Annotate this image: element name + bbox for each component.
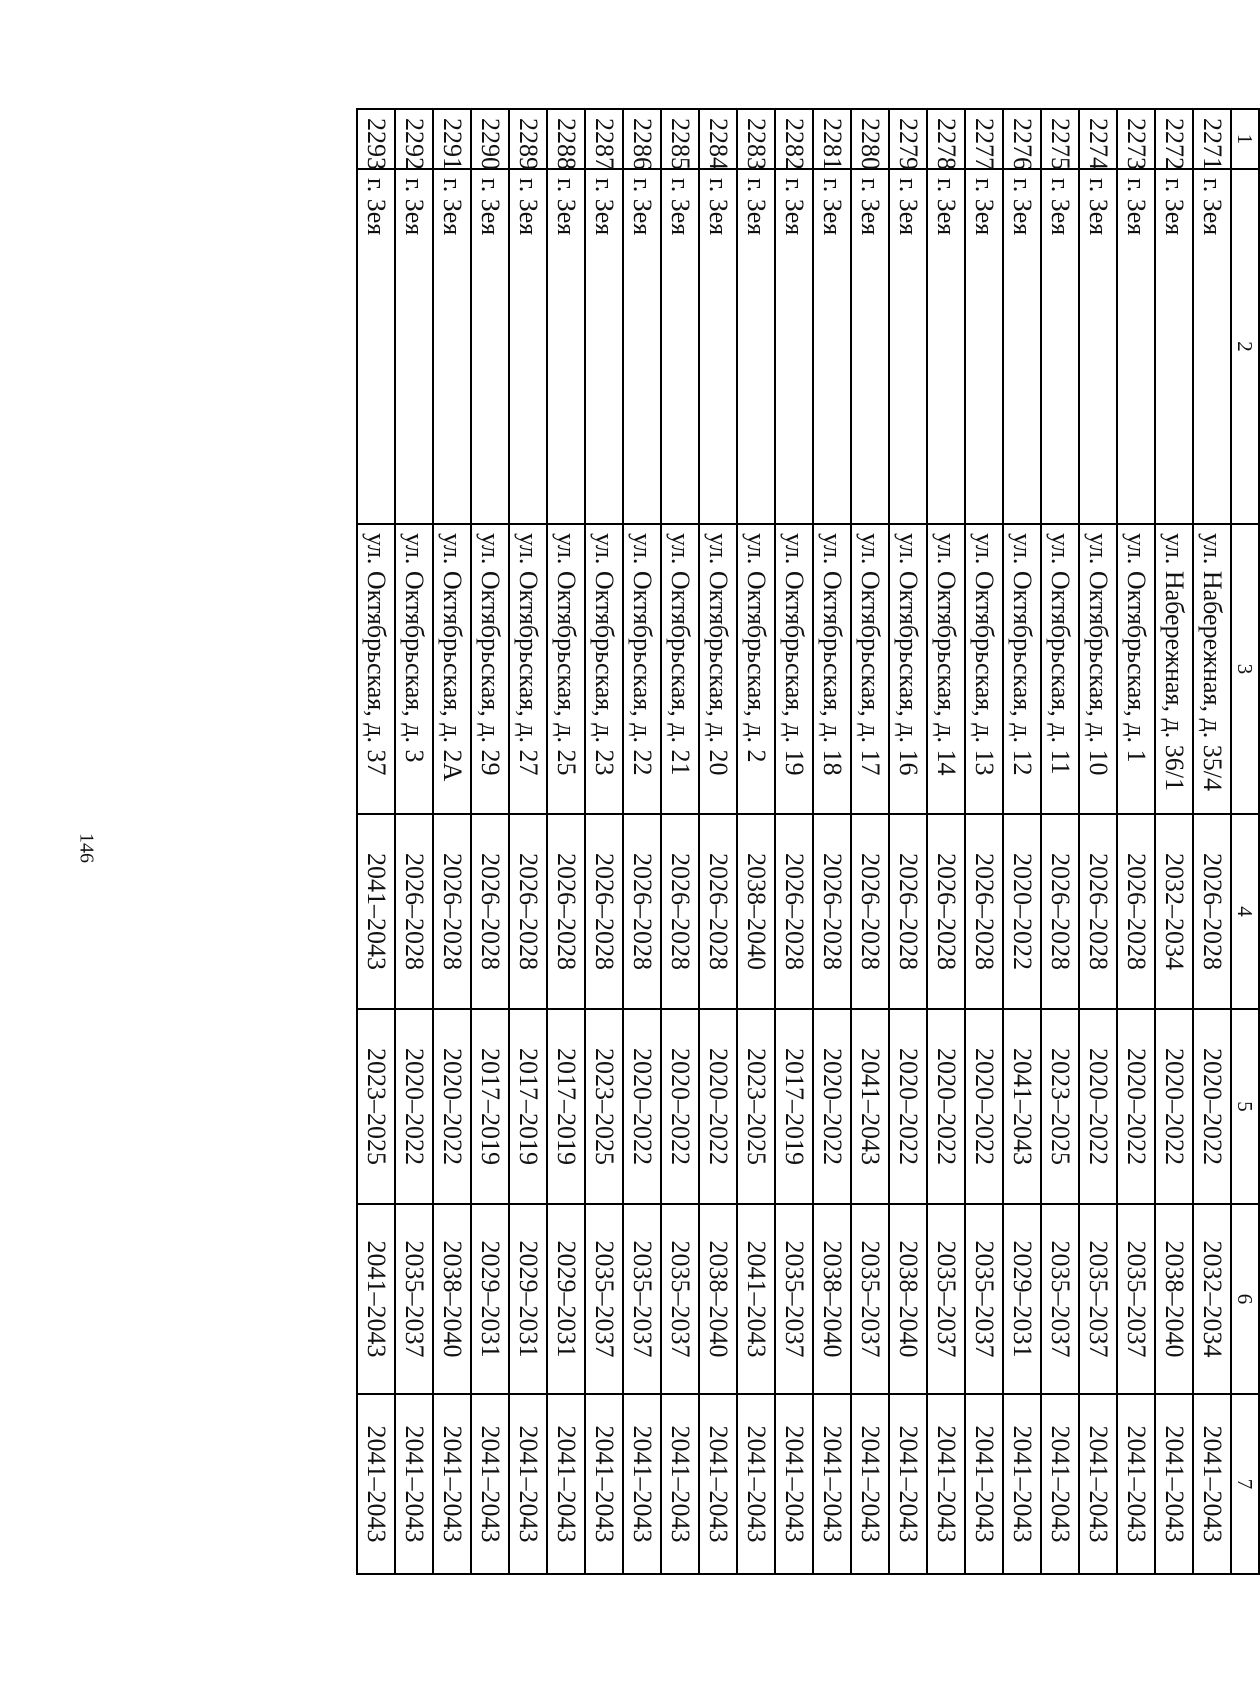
address-cell: ул. Октябрьская, д. 2А bbox=[433, 524, 471, 814]
address-cell: ул. Октябрьская, д. 10 bbox=[1079, 524, 1117, 814]
period-cell: 2026–2028 bbox=[813, 814, 851, 1009]
row-number-cell: 2290 bbox=[471, 109, 509, 169]
table-row bbox=[965, 109, 1003, 1574]
address-cell: ул. Октябрьская, д. 14 bbox=[927, 524, 965, 814]
period-cell: 2032–2034 bbox=[1193, 1204, 1231, 1394]
table-row bbox=[509, 109, 547, 1574]
period-cell: 2041–2043 bbox=[927, 1394, 965, 1574]
period-cell: 2038–2040 bbox=[737, 814, 775, 1009]
address-cell: ул. Октябрьская, д. 18 bbox=[813, 524, 851, 814]
period-cell: 2041–2043 bbox=[395, 1394, 433, 1574]
address-cell: ул. Октябрьская, д. 23 bbox=[585, 524, 623, 814]
period-cell: 2020–2022 bbox=[1003, 814, 1041, 1009]
row-number-cell: 2271 bbox=[1193, 109, 1231, 169]
period-cell: 2041–2043 bbox=[1003, 1009, 1041, 1204]
period-cell: 2035–2037 bbox=[1079, 1204, 1117, 1394]
address-cell: ул. Октябрьская, д. 1 bbox=[1117, 524, 1155, 814]
period-cell: 2026–2028 bbox=[851, 814, 889, 1009]
period-cell: 2038–2040 bbox=[433, 1204, 471, 1394]
column-number-header: 1 bbox=[1231, 109, 1259, 169]
settlement-cell: г. Зея bbox=[851, 169, 889, 524]
period-cell: 2041–2043 bbox=[813, 1394, 851, 1574]
period-cell: 2041–2043 bbox=[509, 1394, 547, 1574]
period-cell: 2023–2025 bbox=[1041, 1009, 1079, 1204]
period-cell: 2041–2043 bbox=[357, 1204, 395, 1394]
address-cell: ул. Октябрьская, д. 11 bbox=[1041, 524, 1079, 814]
settlement-cell: г. Зея bbox=[1079, 169, 1117, 524]
row-number-cell: 2285 bbox=[661, 109, 699, 169]
period-cell: 2020–2022 bbox=[395, 1009, 433, 1204]
period-cell: 2020–2022 bbox=[699, 1009, 737, 1204]
period-cell: 2041–2043 bbox=[357, 1394, 395, 1574]
period-cell: 2041–2043 bbox=[1155, 1394, 1193, 1574]
period-cell: 2029–2031 bbox=[547, 1204, 585, 1394]
row-number-cell: 2281 bbox=[813, 109, 851, 169]
period-cell: 2020–2022 bbox=[623, 1009, 661, 1204]
period-cell: 2035–2037 bbox=[851, 1204, 889, 1394]
settlement-cell: г. Зея bbox=[1155, 169, 1193, 524]
address-cell: ул. Октябрьская, д. 37 bbox=[357, 524, 395, 814]
period-cell: 2026–2028 bbox=[395, 814, 433, 1009]
row-number-cell: 2289 bbox=[509, 109, 547, 169]
period-cell: 2026–2028 bbox=[433, 814, 471, 1009]
address-cell: ул. Октябрьская, д. 3 bbox=[395, 524, 433, 814]
period-cell: 2041–2043 bbox=[661, 1394, 699, 1574]
table-row bbox=[1079, 109, 1117, 1574]
table-row bbox=[1193, 109, 1231, 1574]
row-number-cell: 2275 bbox=[1041, 109, 1079, 169]
table-row bbox=[1003, 109, 1041, 1574]
column-number-header: 2 bbox=[1231, 169, 1259, 524]
table-row bbox=[395, 109, 433, 1574]
address-cell: ул. Октябрьская, д. 21 bbox=[661, 524, 699, 814]
table-body bbox=[357, 109, 1259, 1574]
address-cell: ул. Октябрьская, д. 25 bbox=[547, 524, 585, 814]
period-cell: 2020–2022 bbox=[433, 1009, 471, 1204]
period-cell: 2029–2031 bbox=[1003, 1204, 1041, 1394]
period-cell: 2035–2037 bbox=[1041, 1204, 1079, 1394]
address-cell: ул. Октябрьская, д. 19 bbox=[775, 524, 813, 814]
row-number-cell: 2273 bbox=[1117, 109, 1155, 169]
table-row bbox=[1155, 109, 1193, 1574]
settlement-cell: г. Зея bbox=[1193, 169, 1231, 524]
settlement-cell: г. Зея bbox=[585, 169, 623, 524]
period-cell: 2023–2025 bbox=[357, 1009, 395, 1204]
period-cell: 2020–2022 bbox=[813, 1009, 851, 1204]
period-cell: 2041–2043 bbox=[775, 1394, 813, 1574]
period-cell: 2026–2028 bbox=[547, 814, 585, 1009]
period-cell: 2020–2022 bbox=[965, 1009, 1003, 1204]
row-number-cell: 2277 bbox=[965, 109, 1003, 169]
address-cell: ул. Октябрьская, д. 16 bbox=[889, 524, 927, 814]
period-cell: 2026–2028 bbox=[1079, 814, 1117, 1009]
period-cell: 2038–2040 bbox=[889, 1204, 927, 1394]
period-cell: 2020–2022 bbox=[1079, 1009, 1117, 1204]
row-number-cell: 2274 bbox=[1079, 109, 1117, 169]
period-cell: 2020–2022 bbox=[927, 1009, 965, 1204]
period-cell: 2041–2043 bbox=[471, 1394, 509, 1574]
table-row bbox=[813, 109, 851, 1574]
settlement-cell: г. Зея bbox=[813, 169, 851, 524]
period-cell: 2041–2043 bbox=[1193, 1394, 1231, 1574]
period-cell: 2017–2019 bbox=[547, 1009, 585, 1204]
period-cell: 2020–2022 bbox=[1193, 1009, 1231, 1204]
row-number-cell: 2272 bbox=[1155, 109, 1193, 169]
period-cell: 2026–2028 bbox=[1117, 814, 1155, 1009]
row-number-cell: 2288 bbox=[547, 109, 585, 169]
settlement-cell: г. Зея bbox=[1117, 169, 1155, 524]
period-cell: 2038–2040 bbox=[813, 1204, 851, 1394]
period-cell: 2026–2028 bbox=[661, 814, 699, 1009]
period-cell: 2026–2028 bbox=[623, 814, 661, 1009]
period-cell: 2026–2028 bbox=[889, 814, 927, 1009]
row-number-cell: 2293 bbox=[357, 109, 395, 169]
column-number-header: 4 bbox=[1231, 814, 1259, 1009]
period-cell: 2032–2034 bbox=[1155, 814, 1193, 1009]
period-cell: 2041–2043 bbox=[1041, 1394, 1079, 1574]
period-cell: 2017–2019 bbox=[509, 1009, 547, 1204]
row-number-cell: 2283 bbox=[737, 109, 775, 169]
table-row bbox=[775, 109, 813, 1574]
period-cell: 2035–2037 bbox=[395, 1204, 433, 1394]
page-number: 146 bbox=[75, 833, 98, 863]
settlement-cell: г. Зея bbox=[547, 169, 585, 524]
period-cell: 2026–2028 bbox=[775, 814, 813, 1009]
column-number-header: 5 bbox=[1231, 1009, 1259, 1204]
settlement-cell: г. Зея bbox=[433, 169, 471, 524]
period-cell: 2026–2028 bbox=[1193, 814, 1231, 1009]
period-cell: 2020–2022 bbox=[661, 1009, 699, 1204]
period-cell: 2035–2037 bbox=[1117, 1204, 1155, 1394]
address-cell: ул. Октябрьская, д. 27 bbox=[509, 524, 547, 814]
period-cell: 2035–2037 bbox=[623, 1204, 661, 1394]
settlement-cell: г. Зея bbox=[395, 169, 433, 524]
period-cell: 2035–2037 bbox=[965, 1204, 1003, 1394]
period-cell: 2038–2040 bbox=[699, 1204, 737, 1394]
row-number-cell: 2278 bbox=[927, 109, 965, 169]
settlement-cell: г. Зея bbox=[1003, 169, 1041, 524]
address-cell: ул. Набережная, д. 36/1 bbox=[1155, 524, 1193, 814]
settlement-cell: г. Зея bbox=[357, 169, 395, 524]
row-number-cell: 2292 bbox=[395, 109, 433, 169]
period-cell: 2041–2043 bbox=[851, 1394, 889, 1574]
period-cell: 2020–2022 bbox=[1117, 1009, 1155, 1204]
table-row bbox=[927, 109, 965, 1574]
table-row bbox=[1041, 109, 1079, 1574]
settlement-cell: г. Зея bbox=[927, 169, 965, 524]
table-row bbox=[433, 109, 471, 1574]
settlement-cell: г. Зея bbox=[1041, 169, 1079, 524]
rotated-table-wrapper bbox=[356, 108, 1260, 1575]
period-cell: 2029–2031 bbox=[471, 1204, 509, 1394]
period-cell: 2041–2043 bbox=[851, 1009, 889, 1204]
period-cell: 2041–2043 bbox=[433, 1394, 471, 1574]
period-cell: 2026–2028 bbox=[1041, 814, 1079, 1009]
register-table bbox=[356, 108, 1260, 1575]
period-cell: 2041–2043 bbox=[737, 1204, 775, 1394]
settlement-cell: г. Зея bbox=[699, 169, 737, 524]
period-cell: 2041–2043 bbox=[737, 1394, 775, 1574]
settlement-cell: г. Зея bbox=[623, 169, 661, 524]
period-cell: 2023–2025 bbox=[585, 1009, 623, 1204]
settlement-cell: г. Зея bbox=[889, 169, 927, 524]
settlement-cell: г. Зея bbox=[661, 169, 699, 524]
settlement-cell: г. Зея bbox=[737, 169, 775, 524]
period-cell: 2026–2028 bbox=[699, 814, 737, 1009]
period-cell: 2017–2019 bbox=[775, 1009, 813, 1204]
row-number-cell: 2284 bbox=[699, 109, 737, 169]
table-row bbox=[585, 109, 623, 1574]
period-cell: 2026–2028 bbox=[965, 814, 1003, 1009]
period-cell: 2041–2043 bbox=[889, 1394, 927, 1574]
row-number-cell: 2286 bbox=[623, 109, 661, 169]
period-cell: 2017–2019 bbox=[471, 1009, 509, 1204]
settlement-cell: г. Зея bbox=[965, 169, 1003, 524]
address-cell: ул. Октябрьская, д. 20 bbox=[699, 524, 737, 814]
header-row bbox=[1231, 109, 1259, 1574]
row-number-cell: 2280 bbox=[851, 109, 889, 169]
period-cell: 2026–2028 bbox=[509, 814, 547, 1009]
row-number-cell: 2282 bbox=[775, 109, 813, 169]
column-number-header: 3 bbox=[1231, 524, 1259, 814]
table-row bbox=[547, 109, 585, 1574]
period-cell: 2041–2043 bbox=[1079, 1394, 1117, 1574]
table-row bbox=[737, 109, 775, 1574]
table-row bbox=[661, 109, 699, 1574]
table-row bbox=[357, 109, 395, 1574]
row-number-cell: 2276 bbox=[1003, 109, 1041, 169]
period-cell: 2041–2043 bbox=[1003, 1394, 1041, 1574]
period-cell: 2026–2028 bbox=[927, 814, 965, 1009]
table-row bbox=[889, 109, 927, 1574]
row-number-cell: 2291 bbox=[433, 109, 471, 169]
table-row bbox=[699, 109, 737, 1574]
row-number-cell: 2279 bbox=[889, 109, 927, 169]
period-cell: 2041–2043 bbox=[357, 814, 395, 1009]
period-cell: 2041–2043 bbox=[623, 1394, 661, 1574]
address-cell: ул. Набережная, д. 35/4 bbox=[1193, 524, 1231, 814]
row-number-cell: 2287 bbox=[585, 109, 623, 169]
address-cell: ул. Октябрьская, д. 12 bbox=[1003, 524, 1041, 814]
table-row bbox=[471, 109, 509, 1574]
period-cell: 2029–2031 bbox=[509, 1204, 547, 1394]
period-cell: 2041–2043 bbox=[547, 1394, 585, 1574]
period-cell: 2020–2022 bbox=[889, 1009, 927, 1204]
period-cell: 2035–2037 bbox=[927, 1204, 965, 1394]
period-cell: 2041–2043 bbox=[699, 1394, 737, 1574]
period-cell: 2041–2043 bbox=[965, 1394, 1003, 1574]
address-cell: ул. Октябрьская, д. 13 bbox=[965, 524, 1003, 814]
table-row bbox=[851, 109, 889, 1574]
address-cell: ул. Октябрьская, д. 22 bbox=[623, 524, 661, 814]
period-cell: 2035–2037 bbox=[775, 1204, 813, 1394]
column-number-header: 7 bbox=[1231, 1394, 1259, 1574]
period-cell: 2026–2028 bbox=[585, 814, 623, 1009]
period-cell: 2038–2040 bbox=[1155, 1204, 1193, 1394]
period-cell: 2020–2022 bbox=[1155, 1009, 1193, 1204]
settlement-cell: г. Зея bbox=[775, 169, 813, 524]
period-cell: 2035–2037 bbox=[585, 1204, 623, 1394]
settlement-cell: г. Зея bbox=[509, 169, 547, 524]
period-cell: 2026–2028 bbox=[471, 814, 509, 1009]
table-row bbox=[1117, 109, 1155, 1574]
period-cell: 2035–2037 bbox=[661, 1204, 699, 1394]
period-cell: 2041–2043 bbox=[1117, 1394, 1155, 1574]
settlement-cell: г. Зея bbox=[471, 169, 509, 524]
period-cell: 2041–2043 bbox=[585, 1394, 623, 1574]
period-cell: 2023–2025 bbox=[737, 1009, 775, 1204]
address-cell: ул. Октябрьская, д. 2 bbox=[737, 524, 775, 814]
address-cell: ул. Октябрьская, д. 29 bbox=[471, 524, 509, 814]
address-cell: ул. Октябрьская, д. 17 bbox=[851, 524, 889, 814]
table-row bbox=[623, 109, 661, 1574]
column-number-header: 6 bbox=[1231, 1204, 1259, 1394]
